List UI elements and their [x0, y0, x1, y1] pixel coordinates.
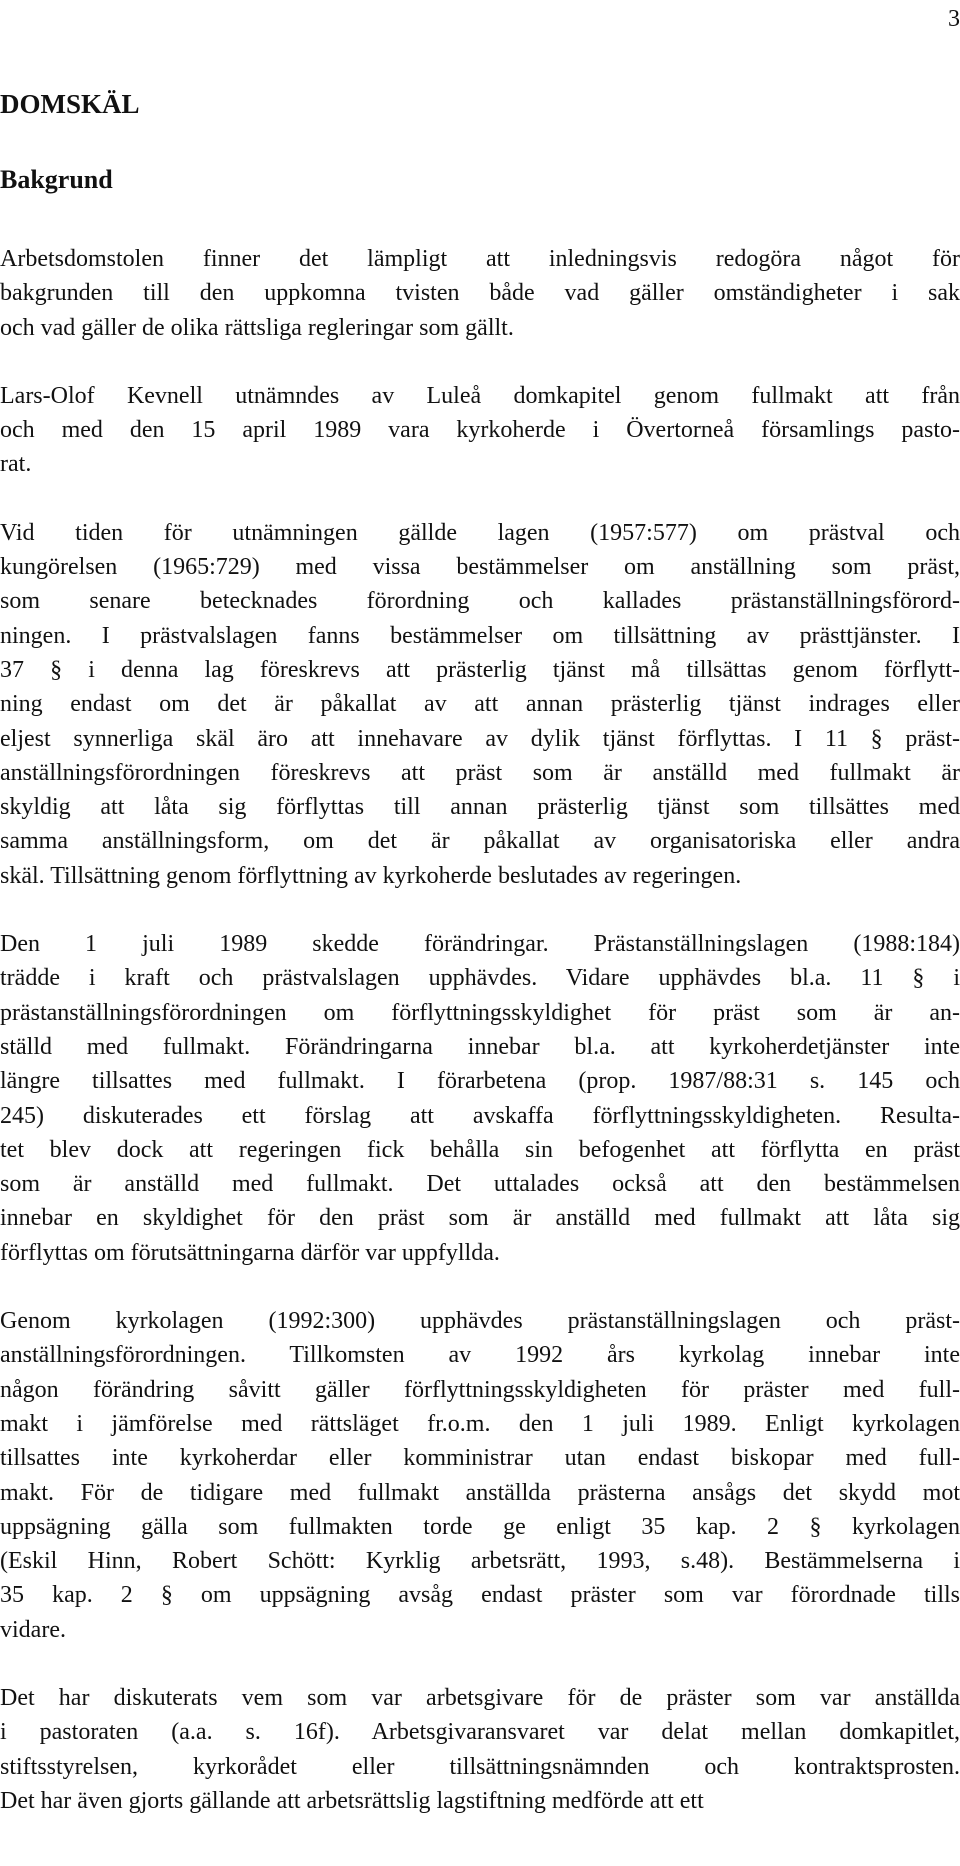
text-line: anställningsförordningen. Tillkomsten av 1992 års kyrkolag innebar inte [0, 1342, 960, 1369]
page-number: 3 [948, 6, 960, 32]
text-line: stiftsstyrelsen, kyrkorådet eller tillsättningsnämnden och kontraktsprosten. [0, 1753, 960, 1780]
subsection-heading: Bakgrund [0, 165, 113, 194]
text-line: makt i jämförelse med rättsläget fr.o.m. den 1 juli 1989. Enligt kyrkolagen [0, 1410, 960, 1437]
document-body [0, 84, 960, 1852]
text-line: trädde i kraft och prästvalslagen upphävdes. Vidare upphävdes bl.a. 11 § i [0, 965, 960, 992]
text-line: längre tillsattes med fullmakt. I förarbetena (prop. 1987/88:31 s. 145 och [0, 1068, 960, 1095]
text-line: som senare betecknades förordning och kallades prästanställningsförord- [0, 588, 960, 615]
text-line: i pastoraten (a.a. s. 16f). Arbetsgivaransvaret var delat mellan domkapitlet, [0, 1719, 960, 1746]
text-line: ningen. I prästvalslagen fanns bestämmelser om tillsättning av prästtjänster. I [0, 622, 960, 649]
section-heading: DOMSKÄL [0, 89, 140, 119]
text-line: (Eskil Hinn, Robert Schött: Kyrklig arbetsrätt, 1993, s.48). Bestämmelserna i [0, 1548, 960, 1575]
text-line: och med den 15 april 1989 vara kyrkoherde i Övertorneå församlings pasto- [0, 417, 960, 444]
text-line: bakgrunden till den uppkomna tvisten både vad gäller omständigheter i sak [0, 280, 960, 307]
paragraph [0, 927, 960, 1270]
text-line: tet blev dock att regeringen fick behålla sin befogenhet att förflytta en präst [0, 1136, 960, 1163]
text-line: kungörelsen (1965:729) med vissa bestämmelser om anställning som präst, [0, 554, 960, 581]
paragraph [0, 242, 960, 345]
text-line: Vid tiden för utnämningen gällde lagen (1957:577) om prästval och [0, 519, 960, 546]
paragraph-container [0, 242, 960, 1818]
text-line: och vad gäller de olika rättsliga regleringar som gällt. [0, 314, 514, 341]
text-line: Arbetsdomstolen finner det lämpligt att inledningsvis redogöra något för [0, 246, 960, 272]
paragraph [0, 379, 960, 482]
text-line: Det har diskuterats vem som var arbetsgivare för de präster som var anställda [0, 1684, 960, 1711]
text-line: 35 kap. 2 § om uppsägning avsåg endast präster som var förordnade tills [0, 1582, 960, 1609]
text-line: makt. För de tidigare med fullmakt anställda prästerna ansågs det skydd mot [0, 1479, 960, 1506]
text-line: 37 § i denna lag föreskrevs att prästerlig tjänst må tillsättas genom förflytt- [0, 656, 960, 683]
text-line: någon förändring såvitt gäller förflyttningsskyldigheten för präster med full- [0, 1376, 960, 1403]
text-line: vidare. [0, 1616, 66, 1643]
text-line: samma anställningsform, om det är påkallat av organisatoriska eller andra [0, 828, 960, 855]
paragraph [0, 1304, 960, 1647]
text-line: Den 1 juli 1989 skedde förändringar. Prästanställningslagen (1988:184) [0, 931, 960, 958]
text-line: innebar en skyldighet för den präst som är anställd med fullmakt att låta sig [0, 1205, 960, 1232]
text-line: uppsägning gälla som fullmakten torde ge enligt 35 kap. 2 § kyrkolagen [0, 1513, 960, 1540]
text-line: förflyttas om förutsättningarna därför var uppfyllda. [0, 1239, 500, 1266]
text-line: prästanställningsförordningen om förflyttningsskyldighet för präst som är an- [0, 999, 960, 1026]
text-line: eljest synnerliga skäl äro att innehavare av dylik tjänst förflyttas. I 11 § präst- [0, 725, 960, 752]
text-line: skyldig att låta sig förflyttas till annan prästerlig tjänst som tillsättes med [0, 794, 960, 821]
text-line: ning endast om det är påkallat av att annan prästerlig tjänst indrages eller [0, 691, 960, 718]
paragraph [0, 516, 960, 893]
text-line: ställd med fullmakt. Förändringarna innebar bl.a. att kyrkoherdetjänster inte [0, 1033, 960, 1060]
text-line: Det har även gjorts gällande att arbetsrättslig lagstiftning medförde att ett [0, 1787, 704, 1814]
text-line: Genom kyrkolagen (1992:300) upphävdes prästanställningslagen och präst- [0, 1308, 960, 1335]
text-line: Lars-Olof Kevnell utnämndes av Luleå domkapitel genom fullmakt att från [0, 382, 960, 409]
text-line: skäl. Tillsättning genom förflyttning av kyrkoherde beslutades av regeringen. [0, 862, 742, 889]
text-line: tillsattes inte kyrkoherdar eller komministrar utan endast biskopar med full- [0, 1445, 960, 1472]
text-line: anställningsförordningen föreskrevs att präst som är anställd med fullmakt är [0, 759, 960, 786]
text-line: rat. [0, 451, 32, 478]
text-line: 245) diskuterades ett förslag att avskaffa förflyttningsskyldigheten. Resulta- [0, 1102, 960, 1129]
paragraph [0, 1681, 960, 1818]
text-line: som är anställd med fullmakt. Det uttalades också att den bestämmelsen [0, 1171, 960, 1198]
